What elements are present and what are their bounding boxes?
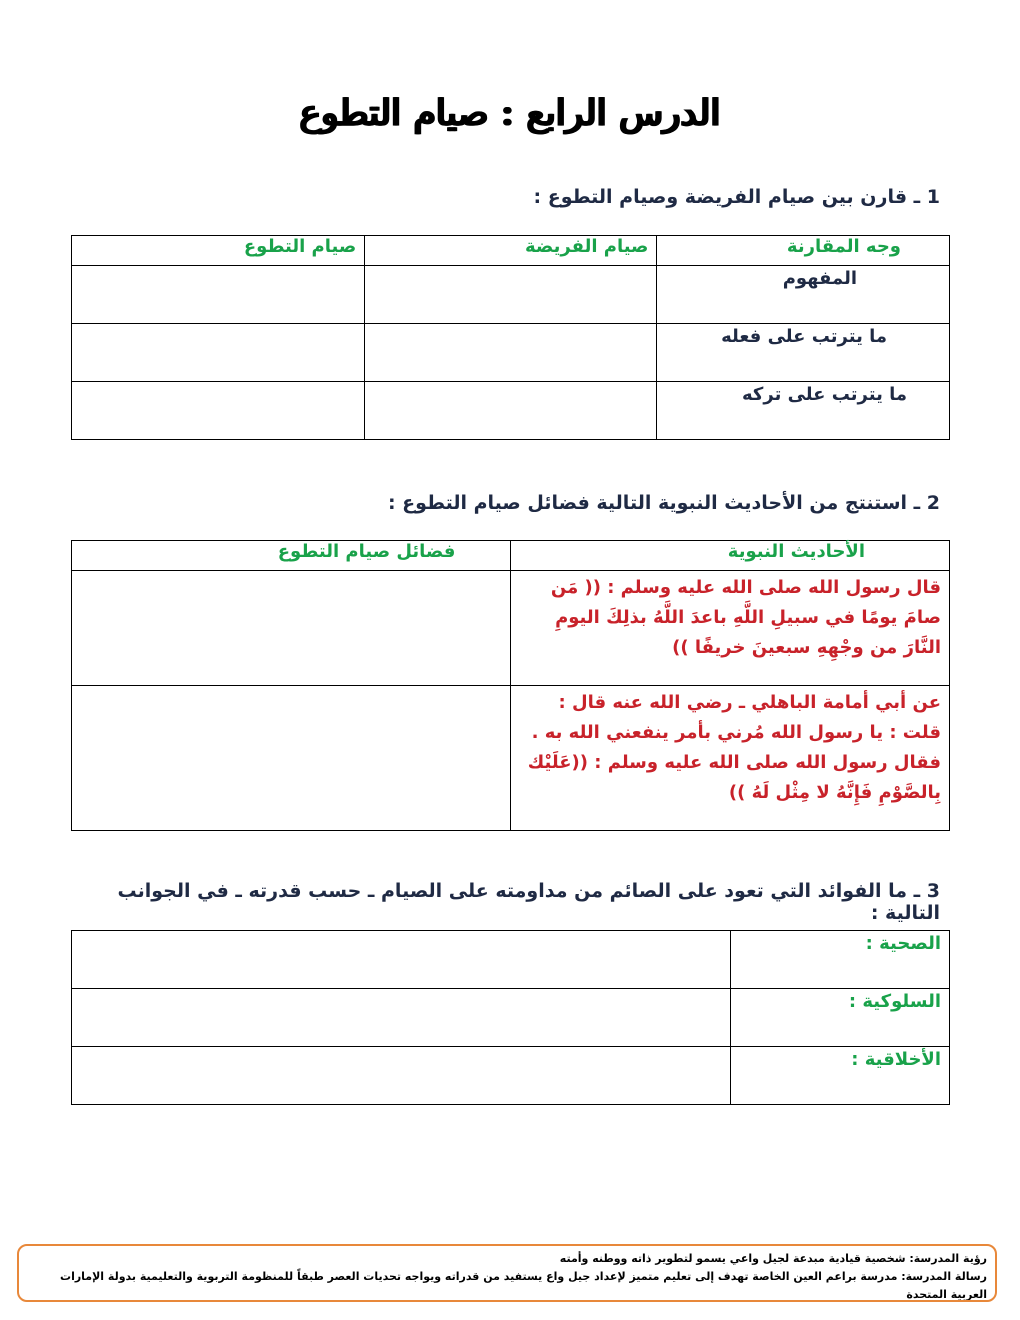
row-label-health: الصحية :	[731, 931, 950, 989]
benefits-table	[71, 930, 950, 1105]
page-title: الدرس الرابع : صيام التطوع	[299, 92, 721, 134]
row-label-consequence-leaving: ما يترتب على تركه	[657, 382, 950, 440]
comparison-table	[71, 235, 950, 440]
school-vision: رؤية المدرسة: شخصية قيادية مبدعة لجيل واعي يسمو لتطوير ذاته ووطنه وأمته	[559, 1252, 987, 1265]
answer-cell[interactable]	[72, 931, 731, 989]
answer-cell[interactable]	[72, 382, 365, 440]
row-label-ethical: الأخلاقية :	[731, 1047, 950, 1105]
hadith-table	[71, 540, 950, 831]
hadith-1: قال رسول الله صلى الله عليه وسلم : (( مَن صامَ يومًا في سبيلِ اللَّهِ باعدَ اللَّهُ بذلِكَ اليومِ النَّارَ من وجْهِهِ سبعينَ خريفًا ))	[511, 571, 950, 686]
answer-cell[interactable]	[72, 571, 511, 686]
question-2: 2 ـ استنتج من الأحاديث النبوية التالية فضائل صيام التطوع :	[387, 492, 940, 514]
header-hadiths: الأحاديث النبوية	[511, 541, 950, 571]
header-comparison-aspect: وجه المقارنة	[657, 236, 950, 266]
header-virtues: فضائل صيام التطوع	[72, 541, 511, 571]
answer-cell[interactable]	[72, 686, 511, 831]
answer-cell[interactable]	[365, 266, 657, 324]
header-voluntary-fasting: صيام التطوع	[72, 236, 365, 266]
header-obligatory-fasting: صيام الفريضة	[365, 236, 657, 266]
answer-cell[interactable]	[365, 382, 657, 440]
answer-cell[interactable]	[72, 324, 365, 382]
question-1: 1 ـ قارن بين صيام الفريضة وصيام التطوع :	[533, 186, 940, 208]
row-label-consequence-doing: ما يترتب على فعله	[657, 324, 950, 382]
row-label-concept: المفهوم	[657, 266, 950, 324]
answer-cell[interactable]	[365, 324, 657, 382]
hadith-2: عن أبي أمامة الباهلي ـ رضي الله عنه قال : قلت : يا رسول الله مُرني بأمر ينفعني الله به . فقال رسول الله صلى الله عليه وسلم : ((عَلَيْك بِالصَّوْمِ فَإِنَّهُ لا مِثْل لَهُ ))	[511, 686, 950, 831]
school-footer	[17, 1244, 997, 1302]
school-mission: رسالة المدرسة: مدرسة براعم العين الخاصة تهدف إلى تعليم متميز لإعداد جيل واع يستفيد من قدراته ويواجه تحديات العصر طبقاً للمنظومة التربوية والتعليمية بدولة الإمارات العربية المتحدة	[60, 1270, 987, 1301]
answer-cell[interactable]	[72, 989, 731, 1047]
question-3: 3 ـ ما الفوائد التي تعود على الصائم من مداومته على الصيام ـ حسب قدرته ـ في الجوانب التالية :	[117, 880, 940, 924]
answer-cell[interactable]	[72, 1047, 731, 1105]
answer-cell[interactable]	[72, 266, 365, 324]
row-label-behavioral: السلوكية :	[731, 989, 950, 1047]
